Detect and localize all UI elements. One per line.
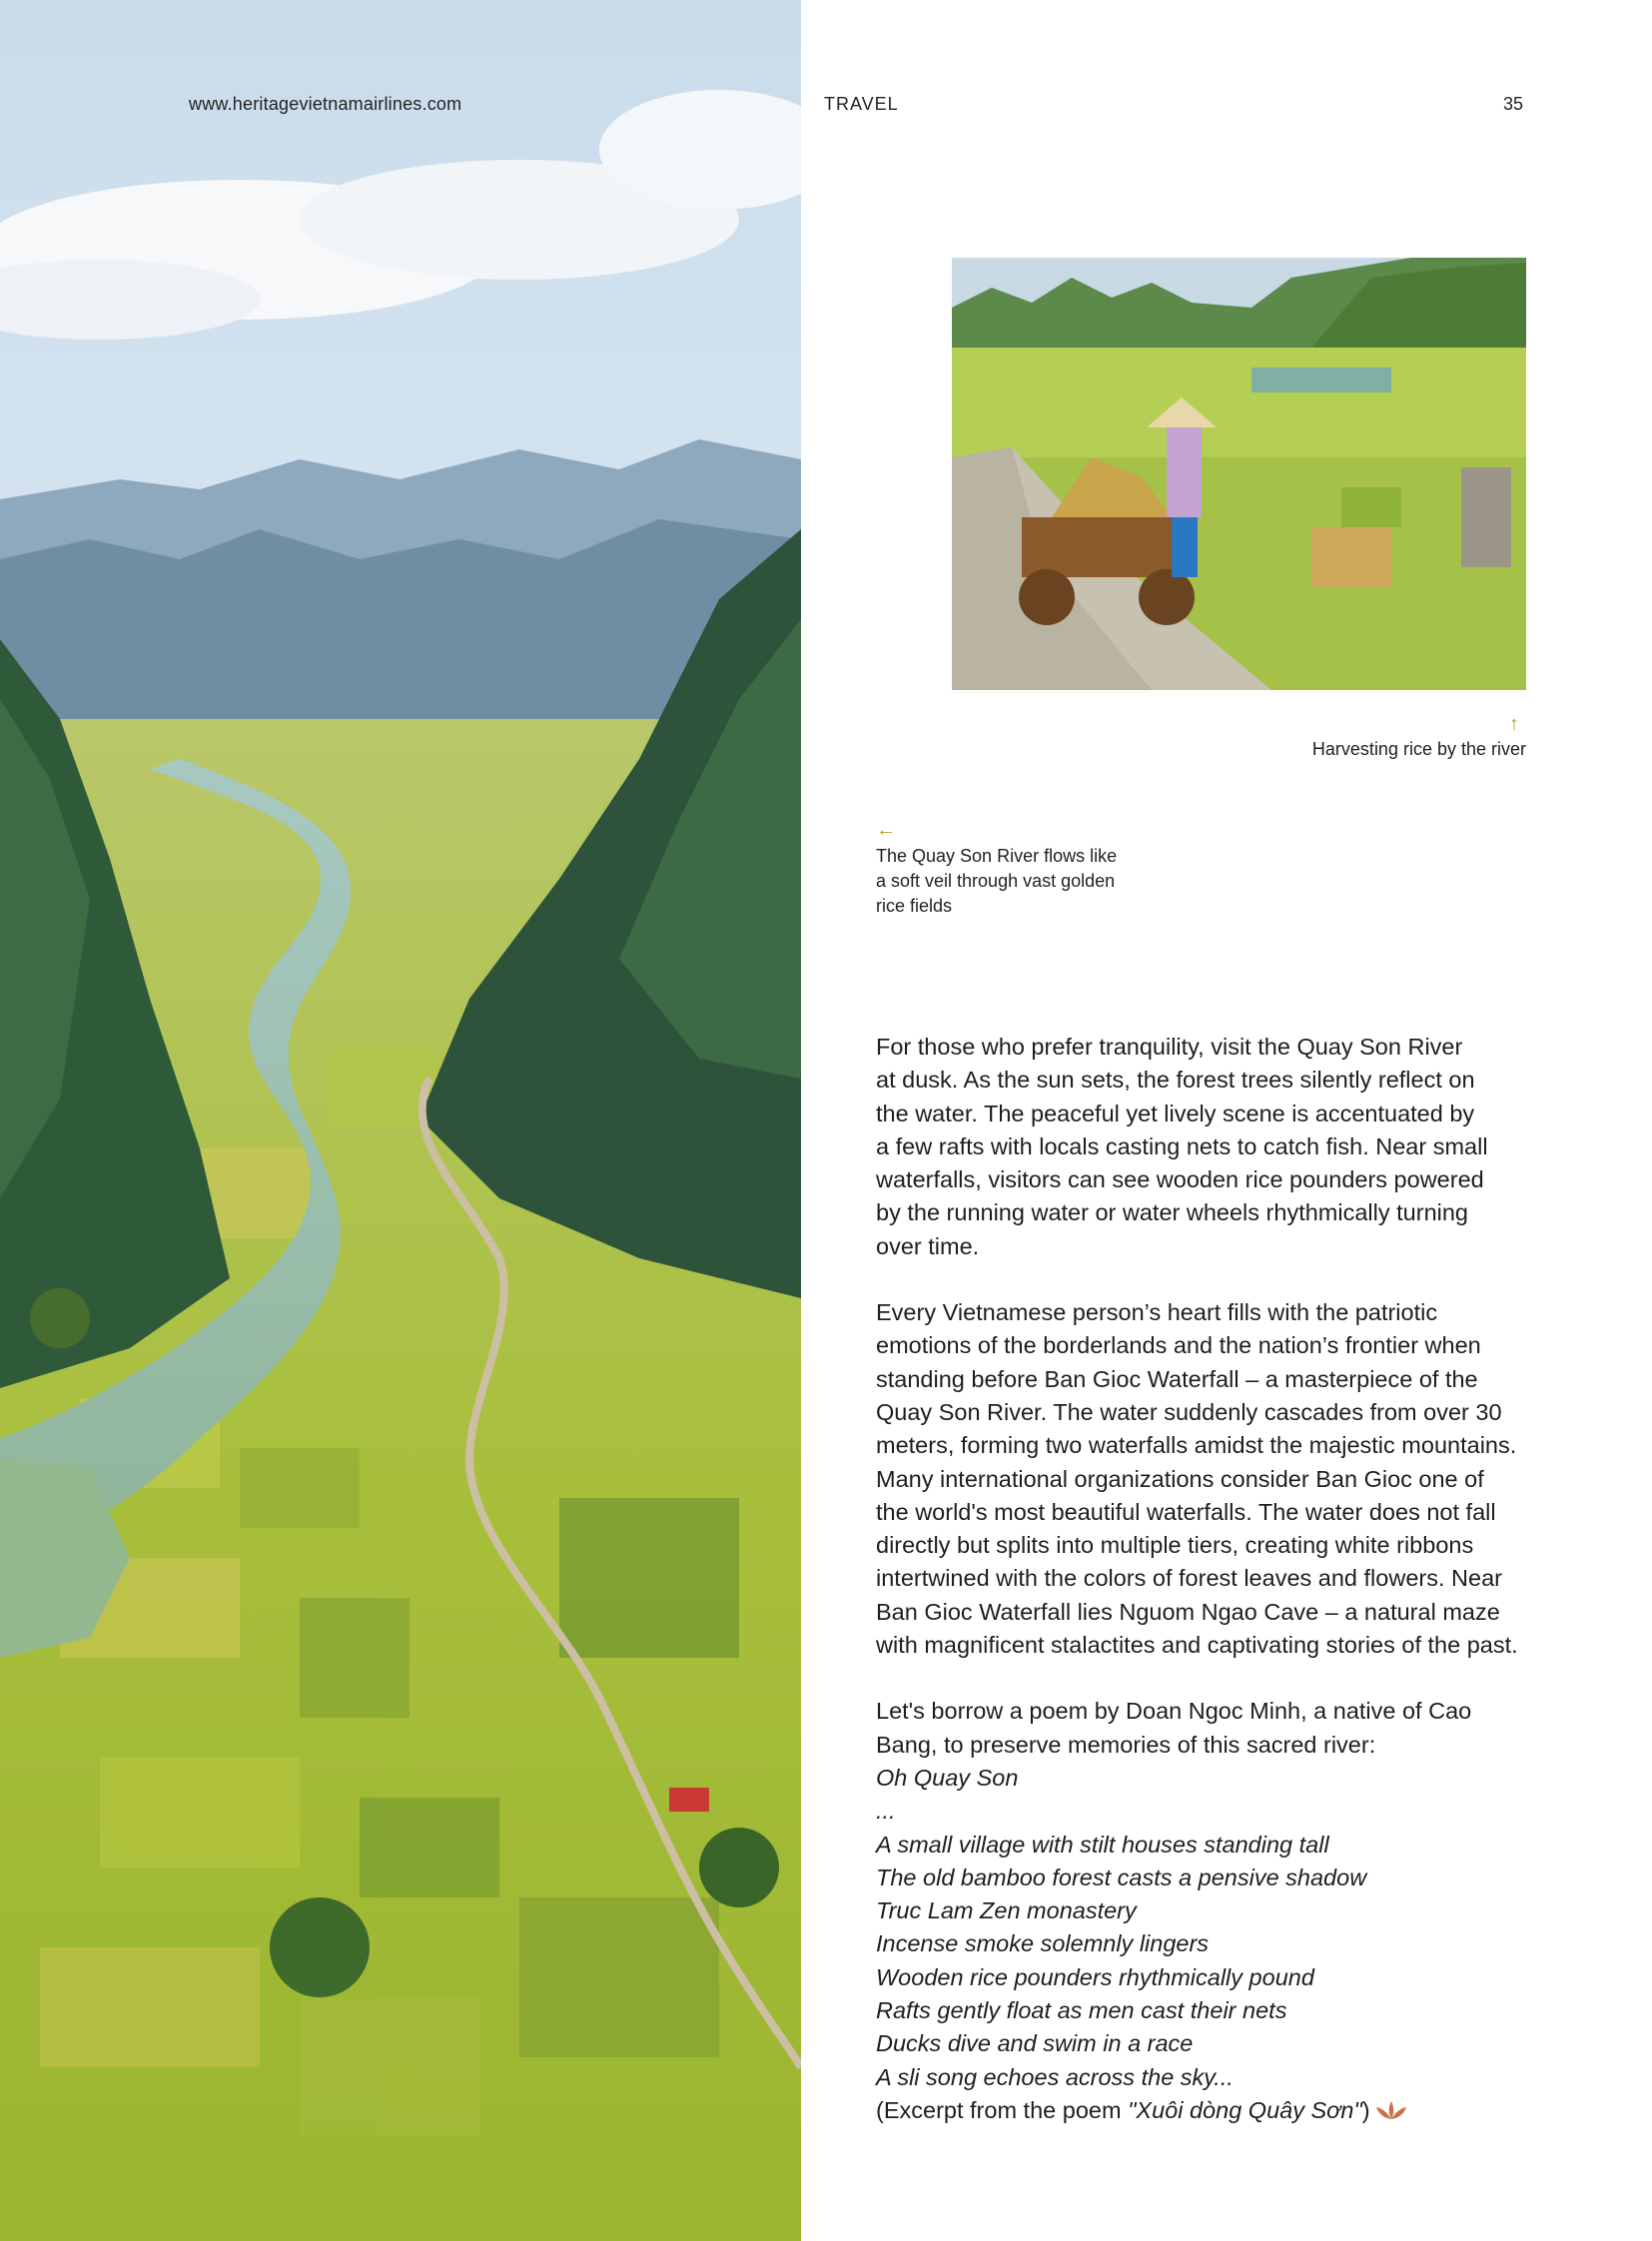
- inset-caption: Harvesting rice by the river: [1311, 739, 1526, 759]
- page-number: 35: [1503, 94, 1524, 114]
- text-line: the world's most beautiful waterfalls. The water does not fall: [876, 1498, 1496, 1525]
- excerpt-title: "Xuôi dòng Quây Sơn": [1128, 2096, 1362, 2123]
- website-url[interactable]: www.heritagevietnamairlines.com: [189, 94, 462, 114]
- poem-line: The old bamboo forest casts a pensive shadow: [876, 1864, 1367, 1890]
- paragraph-poem: [876, 1695, 1535, 2127]
- poem-line: A small village with stilt houses standing tall: [876, 1831, 1329, 1858]
- excerpt-prefix: (Excerpt from the poem: [876, 2096, 1129, 2123]
- text-line: Ban Gioc Waterfall lies Nguom Ngao Cave – a natural maze: [876, 1598, 1500, 1625]
- arrow-up-icon: ↑: [1509, 713, 1519, 735]
- poem-line: Wooden rice pounders rhythmically pound: [876, 1963, 1314, 1990]
- arrow-left-icon: ←: [876, 819, 896, 841]
- text-line: directly but splits into multiple tiers, creating white ribbons: [876, 1532, 1474, 1559]
- text-line: waterfalls, visitors can see wooden rice pounders powered: [876, 1166, 1484, 1193]
- text-line: Quay Son River. The water suddenly cascades from over 30: [876, 1398, 1502, 1425]
- poem-line: ...: [876, 1798, 896, 1825]
- hero-caption: [876, 844, 1136, 919]
- hero-photo: [0, 0, 801, 2241]
- poem-line: Oh Quay Son: [876, 1764, 1019, 1791]
- section-label: TRAVEL: [824, 94, 899, 114]
- text-line: meters, forming two waterfalls amidst the majestic mountains.: [876, 1432, 1517, 1459]
- article-body: [876, 1031, 1535, 2160]
- text-line: Let's borrow a poem by Doan Ngoc Minh, a native of Cao: [876, 1698, 1472, 1725]
- text-line: emotions of the borderlands and the nation’s frontier when: [876, 1332, 1481, 1359]
- text-line: Bang, to preserve memories of this sacred river:: [876, 1731, 1376, 1758]
- poem-line: Truc Lam Zen monastery: [876, 1897, 1137, 1924]
- poem-line: A sli song echoes across the sky...: [876, 2063, 1234, 2090]
- poem-line: Rafts gently float as men cast their nets: [876, 1997, 1287, 2024]
- caption-line: The Quay Son River flows like: [876, 846, 1118, 866]
- text-line: the water. The peaceful yet lively scene is accentuated by: [876, 1100, 1475, 1126]
- lotus-end-mark-icon: [1374, 2097, 1408, 2119]
- text-line: intertwined with the colors of forest leaves and flowers. Near: [876, 1565, 1502, 1592]
- paragraph-ban-gioc: [876, 1296, 1535, 1662]
- caption-line: rice fields: [876, 896, 953, 916]
- excerpt-suffix: ): [1361, 2096, 1370, 2123]
- inset-photo: [952, 258, 1526, 690]
- text-line: standing before Ban Gioc Waterfall – a masterpiece of the: [876, 1365, 1478, 1392]
- text-line: Many international organizations consider Ban Gioc one of: [876, 1465, 1484, 1492]
- text-line: a few rafts with locals casting nets to catch fish. Near small: [876, 1132, 1488, 1159]
- text-line: Every Vietnamese person’s heart fills with the patriotic: [876, 1299, 1438, 1326]
- text-line: by the running water or water wheels rhythmically turning: [876, 1199, 1468, 1226]
- text-line: at dusk. As the sun sets, the forest trees silently reflect on: [876, 1067, 1475, 1094]
- text-line: over time.: [876, 1232, 980, 1259]
- poem-line: Incense smoke solemnly lingers: [876, 1930, 1210, 1957]
- text-line: For those who prefer tranquility, visit the Quay Son River: [876, 1034, 1463, 1060]
- paragraph-tranquility: [876, 1031, 1535, 1263]
- text-line: with magnificent stalactites and captivating stories of the past.: [876, 1632, 1518, 1659]
- poem-line: Ducks dive and swim in a race: [876, 2030, 1194, 2057]
- caption-line: a soft veil through vast golden: [876, 871, 1116, 891]
